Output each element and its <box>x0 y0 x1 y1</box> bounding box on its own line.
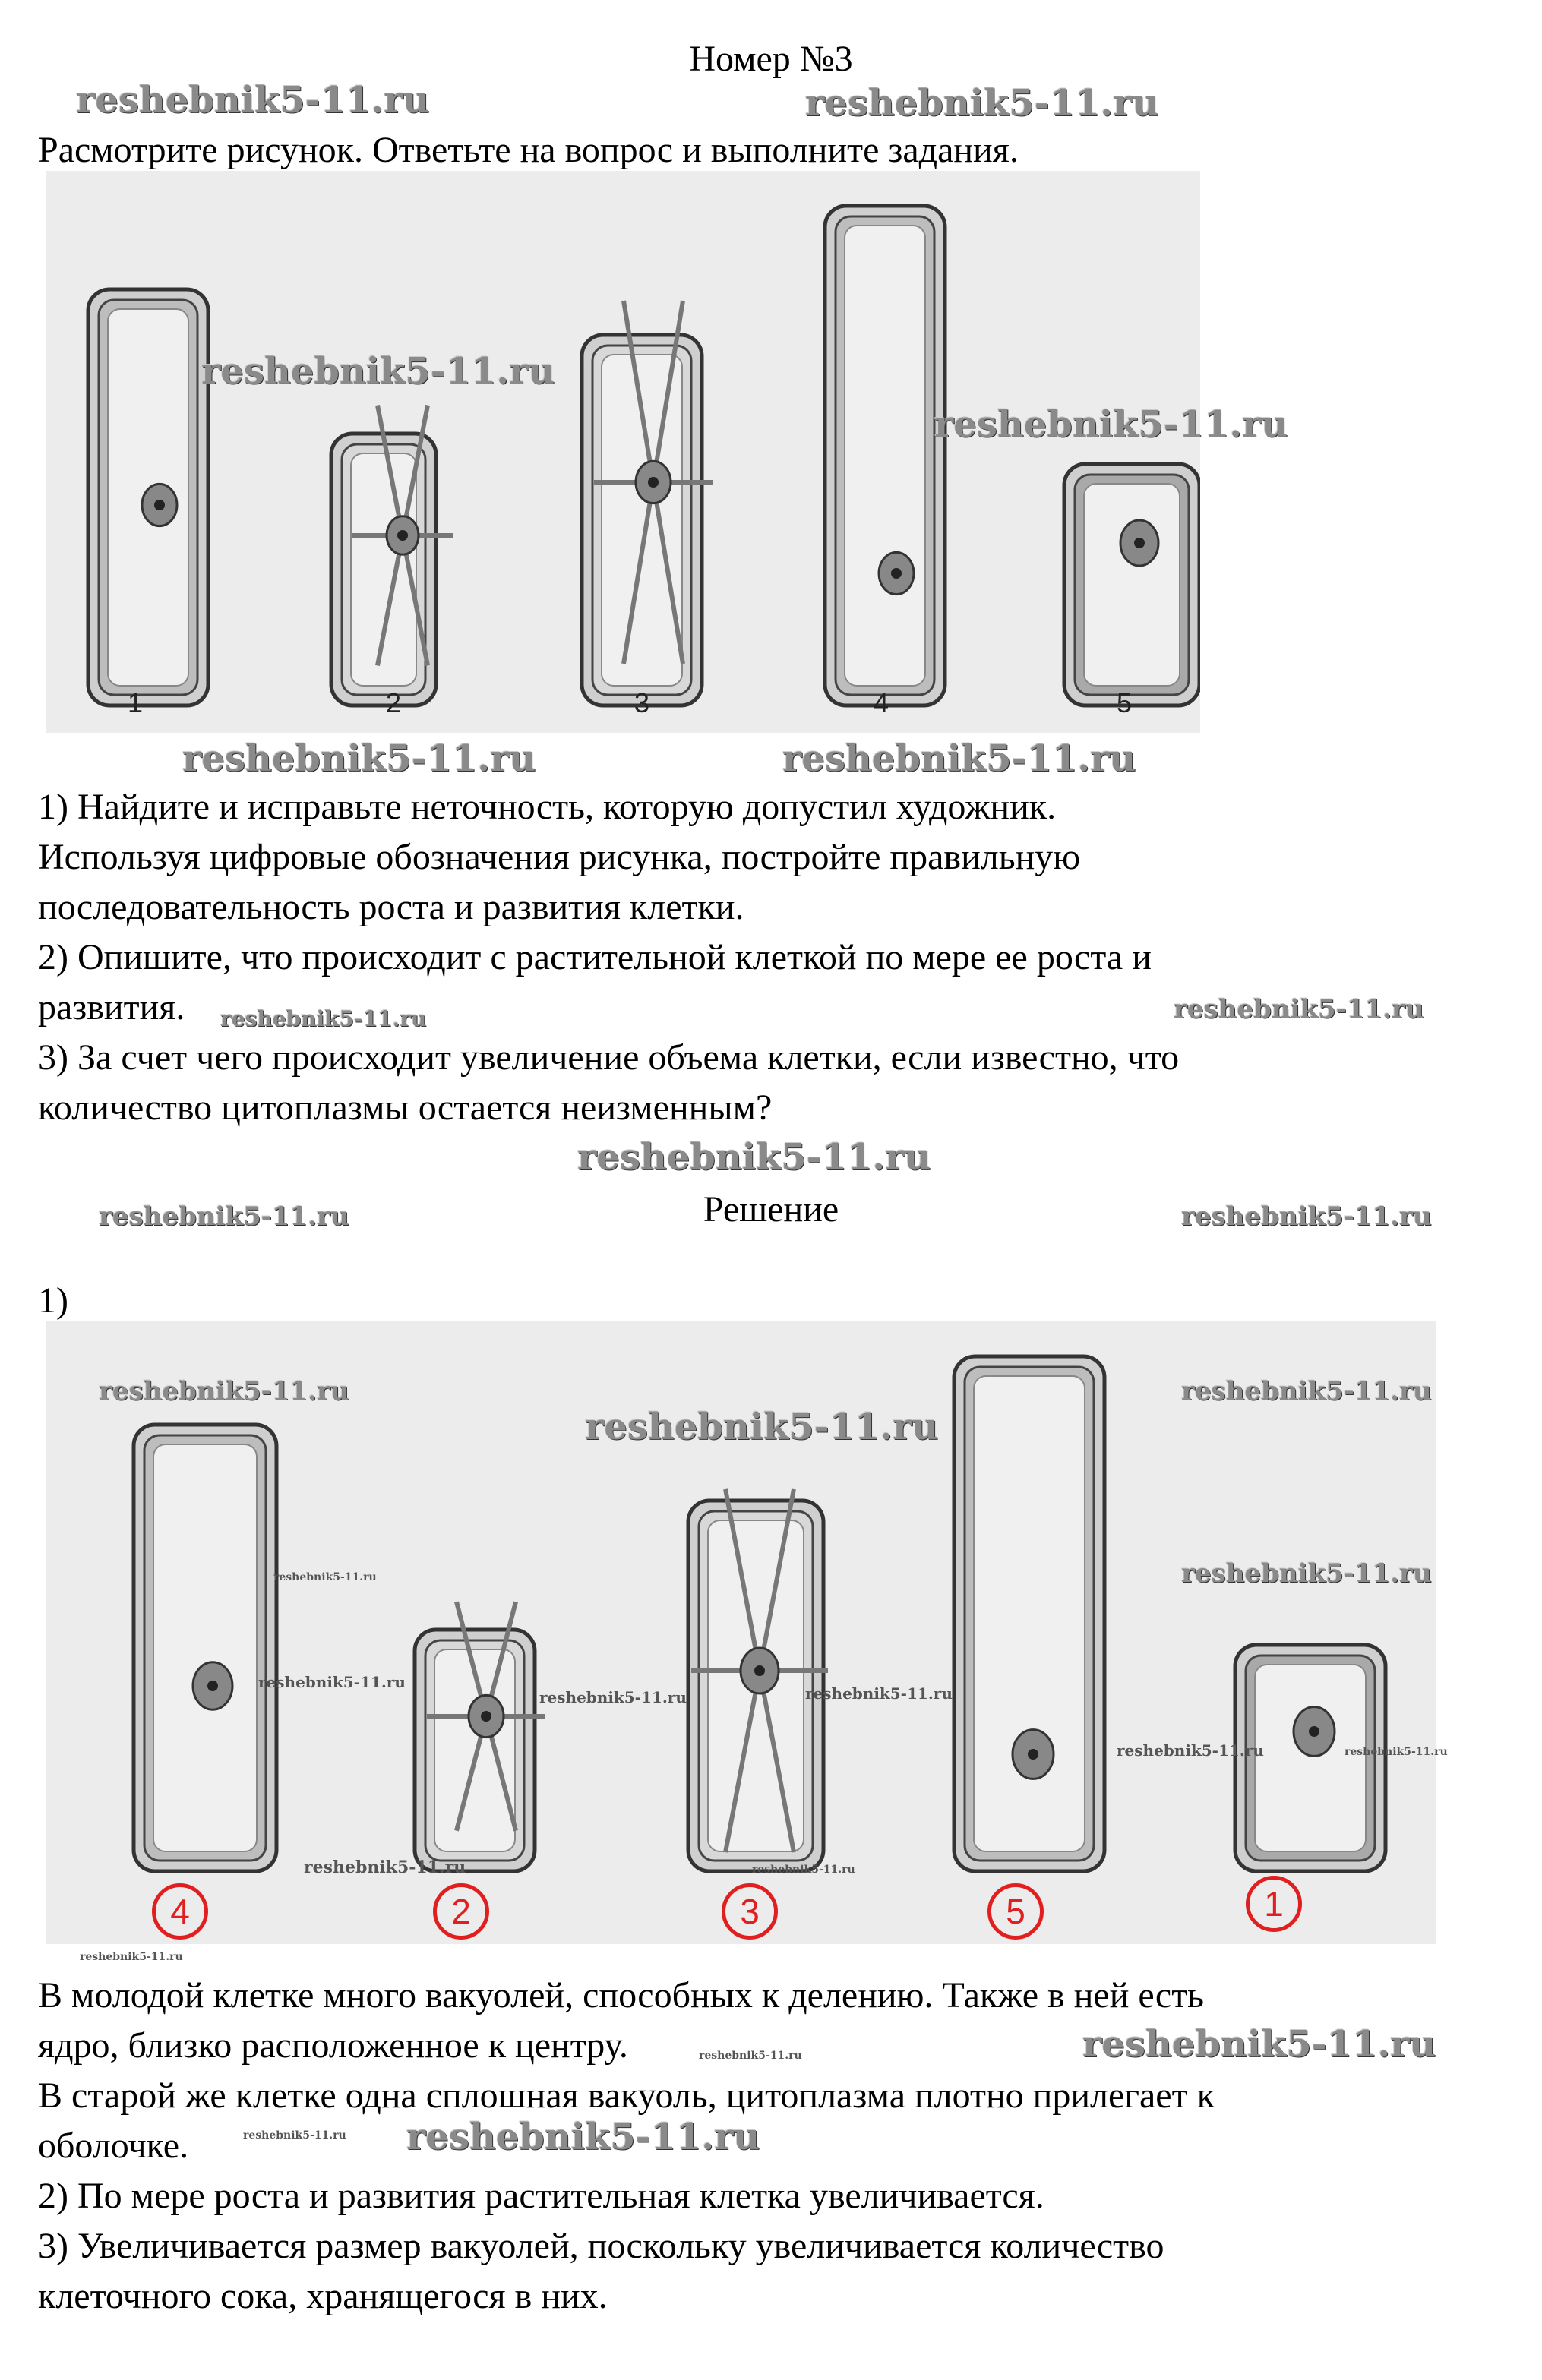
watermark: reshebnik5-11.ru <box>539 1688 687 1706</box>
question-line: последовательность роста и развития клетки. <box>38 887 744 927</box>
vacuole <box>1084 484 1180 686</box>
figure-label: 3 <box>634 687 650 718</box>
watermark: reshebnik5-11.ru <box>577 1136 931 1179</box>
nucleolus <box>1134 538 1145 548</box>
figure-label: 4 <box>874 687 889 718</box>
answer-line: 2) По мере роста и развития растительная клетка увеличивается. <box>38 2176 1044 2216</box>
nucleolus <box>207 1681 218 1691</box>
sequence-number-badge: 3 <box>722 1883 778 1940</box>
answer-line: клеточного сока, хранящегося в них. <box>38 2276 608 2316</box>
vacuole <box>351 453 416 686</box>
nucleolus <box>481 1711 491 1722</box>
nucleolus <box>1028 1749 1038 1760</box>
sequence-number-badge: 5 <box>987 1883 1044 1940</box>
nucleolus <box>154 500 165 510</box>
vacuole <box>1255 1665 1366 1851</box>
watermark: reshebnik5-11.ru <box>805 1684 953 1703</box>
watermark: reshebnik5-11.ru <box>80 1951 183 1963</box>
intro-text: Расмотрите рисунок. Ответьте на вопрос и выполните задания. <box>38 130 1019 170</box>
sequence-number-badge: 4 <box>152 1883 208 1940</box>
question-line: Используя цифровые обозначения рисунка, постройте правильную <box>38 837 1081 877</box>
watermark: reshebnik5-11.ru <box>243 2129 346 2142</box>
vacuole <box>845 226 925 686</box>
watermark: reshebnik5-11.ru <box>406 2116 760 2158</box>
watermark: reshebnik5-11.ru <box>782 737 1136 780</box>
watermark: reshebnik5-11.ru <box>1345 1746 1448 1758</box>
watermark: reshebnik5-11.ru <box>273 1571 377 1583</box>
question-line: 3) За счет чего происходит увеличение объема клетки, если известно, что <box>38 1037 1180 1078</box>
solution-item-1: 1) <box>38 1280 68 1321</box>
question-line: 2) Опишите, что происходит с растительной клеткой по мере ее роста и <box>38 937 1152 977</box>
answer-line: ядро, близко расположенное к центру. <box>38 2025 628 2066</box>
question-line: количество цитоплазмы остается неизменным? <box>38 1087 773 1128</box>
watermark: reshebnik5-11.ru <box>699 2050 802 2062</box>
watermark: reshebnik5-11.ru <box>1117 1741 1264 1760</box>
sequence-number-badge: 2 <box>433 1883 489 1940</box>
watermark: reshebnik5-11.ru <box>201 350 555 393</box>
figure-label: 1 <box>128 687 144 718</box>
watermark: reshebnik5-11.ru <box>1082 2023 1436 2066</box>
figure-label: 5 <box>1117 687 1133 718</box>
question-line: развития. <box>38 987 185 1027</box>
vacuole <box>153 1444 257 1851</box>
answer-line: оболочке. <box>38 2126 189 2166</box>
watermark: reshebnik5-11.ru <box>304 1858 466 1877</box>
answer-line: В молодой клетке много вакуолей, способных к делению. Также в ней есть <box>38 1975 1205 2015</box>
watermark: reshebnik5-11.ru <box>1181 1376 1432 1406</box>
watermark: reshebnik5-11.ru <box>805 82 1159 125</box>
watermark: reshebnik5-11.ru <box>99 1201 349 1232</box>
cells-drawing <box>46 171 1200 733</box>
figure-cells-original <box>46 171 1200 733</box>
sequence-number-badge: 1 <box>1246 1876 1302 1932</box>
page-title: Номер №3 <box>689 39 853 79</box>
nucleolus <box>397 530 408 541</box>
answer-line: В старой же клетке одна сплошная вакуоль, цитоплазма плотно прилегает к <box>38 2075 1215 2116</box>
watermark: reshebnik5-11.ru <box>934 403 1288 446</box>
watermark: reshebnik5-11.ru <box>1174 994 1424 1024</box>
solution-heading: Решение <box>703 1189 839 1229</box>
watermark: reshebnik5-11.ru <box>1181 1558 1432 1589</box>
vacuole <box>974 1376 1085 1851</box>
watermark: reshebnik5-11.ru <box>182 737 536 780</box>
watermark: reshebnik5-11.ru <box>258 1673 406 1691</box>
figure-label: 2 <box>386 687 402 718</box>
nucleolus <box>1309 1726 1319 1737</box>
watermark: reshebnik5-11.ru <box>585 1406 939 1448</box>
question-line: 1) Найдите и исправьте неточность, которую допустил художник. <box>38 787 1057 827</box>
watermark: reshebnik5-11.ru <box>220 1006 427 1031</box>
nucleolus <box>891 568 902 579</box>
nucleolus <box>648 477 659 488</box>
watermark: reshebnik5-11.ru <box>752 1864 855 1876</box>
answer-line: 3) Увеличивается размер вакуолей, поскольку увеличивается количество <box>38 2226 1164 2266</box>
watermark: reshebnik5-11.ru <box>1181 1201 1432 1232</box>
watermark: reshebnik5-11.ru <box>99 1376 349 1406</box>
watermark: reshebnik5-11.ru <box>76 79 430 122</box>
nucleolus <box>754 1665 765 1676</box>
